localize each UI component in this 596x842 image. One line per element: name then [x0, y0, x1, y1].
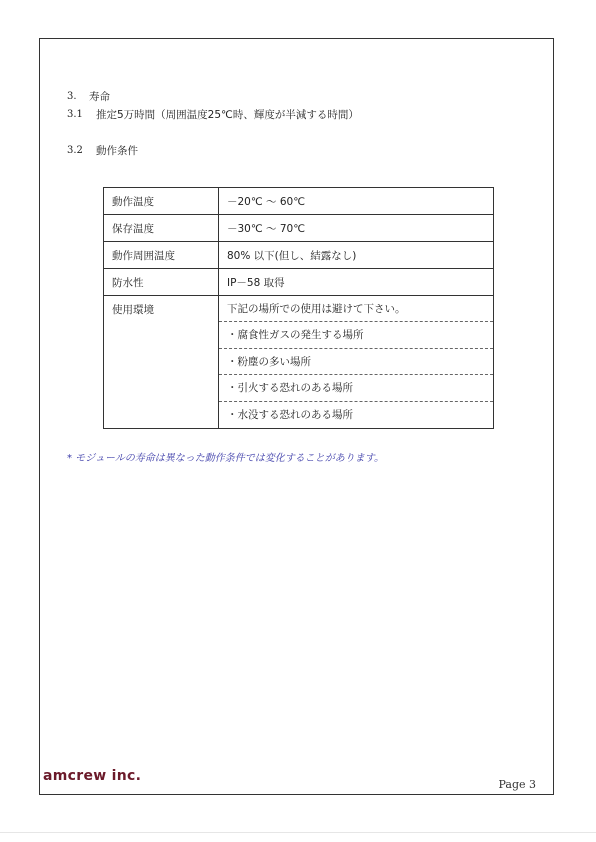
row-value: 80% 以下(但し、結露なし) [219, 242, 494, 269]
page-number: Page 3 [498, 778, 536, 791]
row-label: 動作周囲温度 [104, 242, 219, 269]
table-row [104, 188, 494, 215]
table-row [104, 269, 494, 296]
table-row [104, 215, 494, 242]
environment-line: ・水没する恐れのある場所 [227, 408, 353, 421]
environment-line: 下記の場所での使用は避けて下さい。 [219, 296, 493, 322]
row-value: －20℃ ～ 60℃ [219, 188, 494, 215]
table-row [104, 296, 494, 429]
environment-line: ・引火する恐れのある場所 [219, 375, 493, 401]
row-label: 使用環境 [104, 296, 219, 429]
row-label: 動作温度 [104, 188, 219, 215]
row-value: IP－58 取得 [219, 269, 494, 296]
subsection-number-3-1: 3.1 [67, 109, 83, 120]
row-value: －30℃ ～ 70℃ [219, 215, 494, 242]
subsection-number-3-2: 3.2 [67, 145, 83, 156]
environment-line: ・粉塵の多い場所 [219, 349, 493, 375]
environment-list [219, 296, 494, 429]
divider [0, 832, 596, 833]
company-logo: amcrew inc. [43, 768, 142, 784]
row-label: 防水性 [104, 269, 219, 296]
lifetime-note: * モジュールの寿命は異なった動作条件では変化することがあります。 [67, 453, 384, 464]
row-label: 保存温度 [104, 215, 219, 242]
lifetime-text: 推定5万時間（周囲温度25℃時、輝度が半減する時間） [96, 109, 359, 121]
section-title: 寿命 [89, 91, 110, 103]
operating-conditions-table [103, 187, 494, 429]
table-row [104, 242, 494, 269]
environment-line: ・腐食性ガスの発生する場所 [219, 322, 493, 348]
operating-conditions-heading: 動作条件 [96, 145, 138, 157]
section-number: 3. [67, 91, 77, 102]
